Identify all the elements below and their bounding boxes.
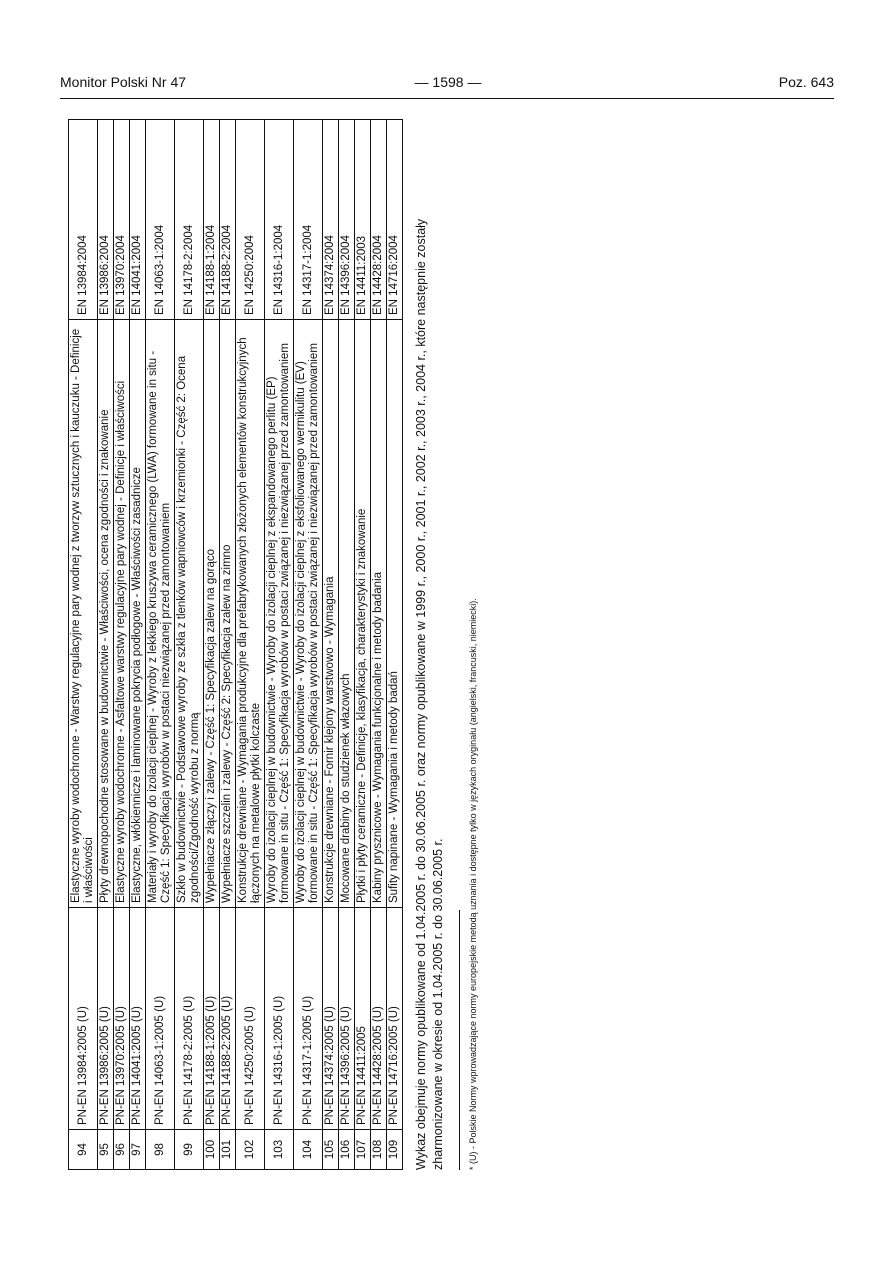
standards-table-body <box>69 120 403 1170</box>
table-row <box>294 120 323 1170</box>
table-row <box>130 120 146 1170</box>
row-number: 109 <box>387 1130 403 1170</box>
footnote: * (U) - Polskie Normy wprowadzające normy europejskie metodą uznania i dostępne tylko w językach oryginału (angielski, francuski, niemiecki). <box>468 598 478 1170</box>
en-reference: EN 14316-1:2004 <box>265 120 294 320</box>
row-number: 99 <box>175 1130 204 1170</box>
row-number: 94 <box>69 1130 98 1170</box>
standard-title: Mocowane drabiny do studzienek włazowych <box>339 320 355 908</box>
en-reference: EN 14063-1:2004 <box>146 120 175 320</box>
table-row <box>387 120 403 1170</box>
standard-code: PN-EN 14188-2:2005 (U) <box>220 908 236 1130</box>
standard-title: Wypełniacze szczelin i zalewy - Część 2: Specyfikacja zalew na zimno <box>220 320 236 908</box>
table-row <box>355 120 371 1170</box>
row-number: 106 <box>339 1130 355 1170</box>
standard-title: Płyty drewnopochodne stosowane w budownictwie - Właściwości, ocena zgodności i znakowanie <box>98 320 114 908</box>
table-row <box>236 120 265 1170</box>
en-reference: EN 14396:2004 <box>339 120 355 320</box>
table-row <box>323 120 339 1170</box>
standard-code: PN-EN 13970:2005 (U) <box>114 908 130 1130</box>
table-row <box>146 120 175 1170</box>
standard-title: Wypełniacze złączy i zalewy - Część 1: Specyfikacja zalew na gorąco <box>204 320 220 908</box>
standards-table <box>68 119 403 1170</box>
en-reference: EN 14317-1:2004 <box>294 120 323 320</box>
row-number: 100 <box>204 1130 220 1170</box>
standard-code: PN-EN 14041:2005 (U) <box>130 908 146 1130</box>
standard-title: Elastyczne wyroby wodochronne - Asfaltowe warstwy regulacyjne pary wodnej - Definicje i właściwości <box>114 320 130 908</box>
table-row <box>175 120 204 1170</box>
row-number: 103 <box>265 1130 294 1170</box>
running-header-right: Poz. 643 <box>778 74 834 90</box>
row-number: 101 <box>220 1130 236 1170</box>
row-number: 107 <box>355 1130 371 1170</box>
standard-code: PN-EN 14428:2005 (U) <box>371 908 387 1130</box>
row-number: 105 <box>323 1130 339 1170</box>
standard-title: Sufity napinane - Wymagania i metody badań <box>387 320 403 908</box>
standard-code: PN-EN 14374:2005 (U) <box>323 908 339 1130</box>
standard-code: PN-EN 14250:2005 (U) <box>236 908 265 1130</box>
en-reference: EN 14188-2:2004 <box>220 120 236 320</box>
row-number: 98 <box>146 1130 175 1170</box>
en-reference: EN 14374:2004 <box>323 120 339 320</box>
standard-title: Szkło w budownictwie - Podstawowe wyroby ze szkła z tlenków wapniowców i krzemionki - Część 2: Ocena zgodności/Zgodność wyrobu z normą <box>175 320 204 908</box>
table-row <box>69 120 98 1170</box>
standard-title: Elastyczne, włókiennicze i laminowane pokrycia podłogowe - Właściwości zasadnicze <box>130 320 146 908</box>
rotated-content <box>68 120 528 1170</box>
row-number: 96 <box>114 1130 130 1170</box>
table-row <box>98 120 114 1170</box>
standard-title: Elastyczne wyroby wodochronne - Warstwy regulacyjne pary wodnej z tworzyw sztucznych i kauczuku - Definicje i właściwości <box>69 320 98 908</box>
footer-note: Wykaz obejmuje normy opublikowane od 1.04.2005 r. do 30.06.2005 r. oraz normy opublikowane w 1999 r., 2000 r., 2001 r., 2002 r., 2003 r., 2004 r., które następnie zostały zharmonizowane w okresie od 1.04.2005 r. do 30.06.2005 r. <box>414 218 445 1170</box>
standard-title: Konstrukcje drewniane - Fornir klejony warstwowo - Wymagania <box>323 320 339 908</box>
table-row <box>265 120 294 1170</box>
row-number: 104 <box>294 1130 323 1170</box>
table-row <box>339 120 355 1170</box>
standard-code: PN-EN 14411:2005 <box>355 908 371 1130</box>
en-reference: EN 14716:2004 <box>387 120 403 320</box>
standard-code: PN-EN 13984:2005 (U) <box>69 908 98 1130</box>
en-reference: EN 13986:2004 <box>98 120 114 320</box>
en-reference: EN 13984:2004 <box>69 120 98 320</box>
en-reference: EN 14041:2004 <box>130 120 146 320</box>
en-reference: EN 14188-1:2004 <box>204 120 220 320</box>
standard-code: PN-EN 14716:2005 (U) <box>387 908 403 1130</box>
standard-code: PN-EN 14063-1:2005 (U) <box>146 908 175 1130</box>
standard-title: Materiały i wyroby do izolacji cieplnej - Wyroby z lekkiego kruszywa ceramicznego (LWA) formowane in situ - Część 1: Specyfikacja wyrobów w postaci niezwiązanej przed zamontowaniem <box>146 320 175 908</box>
row-number: 95 <box>98 1130 114 1170</box>
en-reference: EN 14178-2:2004 <box>175 120 204 320</box>
standard-title: Wyroby do izolacji cieplnej w budownictwie - Wyroby do izolacji cieplnej z ekspandowanego perlitu (EP) formowane in situ - Część 1: Specyfikacja wyrobów w postaci związanej i niezwiązanej przed zamontowaniem <box>265 320 294 908</box>
table-row <box>371 120 387 1170</box>
table-row <box>204 120 220 1170</box>
standard-title: Płytki i płyty ceramiczne - Definicje, klasyfikacja, charakterystyki i znakowanie <box>355 320 371 908</box>
standard-title: Wyroby do izolacji cieplnej w budownictwie - Wyroby do izolacji cieplnej z eksfoliowanego wermikulitu (EV) formowane in situ - Część 1: Specyfikacja wyrobów w postaci związanej i niezwiązanej przed zamontowaniem <box>294 320 323 908</box>
standard-code: PN-EN 14188-1:2005 (U) <box>204 908 220 1130</box>
row-number: 108 <box>371 1130 387 1170</box>
en-reference: EN 14428:2004 <box>371 120 387 320</box>
table-row <box>114 120 130 1170</box>
standard-title: Konstrukcje drewniane - Wymagania produkcyjne dla prefabrykowanych złożonych elementów konstrukcyjnych łączonych na metalowe płytki kolczaste <box>236 320 265 908</box>
standard-code: PN-EN 14178-2:2005 (U) <box>175 908 204 1130</box>
running-header-left: Monitor Polski Nr 47 <box>60 74 187 90</box>
row-number: 102 <box>236 1130 265 1170</box>
footnote-rule <box>459 910 460 1170</box>
row-number: 97 <box>130 1130 146 1170</box>
standard-code: PN-EN 14316-1:2005 (U) <box>265 908 294 1130</box>
en-reference: EN 14250:2004 <box>236 120 265 320</box>
en-reference: EN 14411:2003 <box>355 120 371 320</box>
table-row <box>220 120 236 1170</box>
standard-code: PN-EN 13986:2005 (U) <box>98 908 114 1130</box>
en-reference: EN 13970:2004 <box>114 120 130 320</box>
standard-code: PN-EN 14317-1:2005 (U) <box>294 908 323 1130</box>
page-number: — 1598 — <box>414 74 482 90</box>
header-rule <box>60 98 834 99</box>
standard-code: PN-EN 14396:2005 (U) <box>339 908 355 1130</box>
standard-title: Kabiny prysznicowe - Wymagania funkcjonalne i metody badania <box>371 320 387 908</box>
